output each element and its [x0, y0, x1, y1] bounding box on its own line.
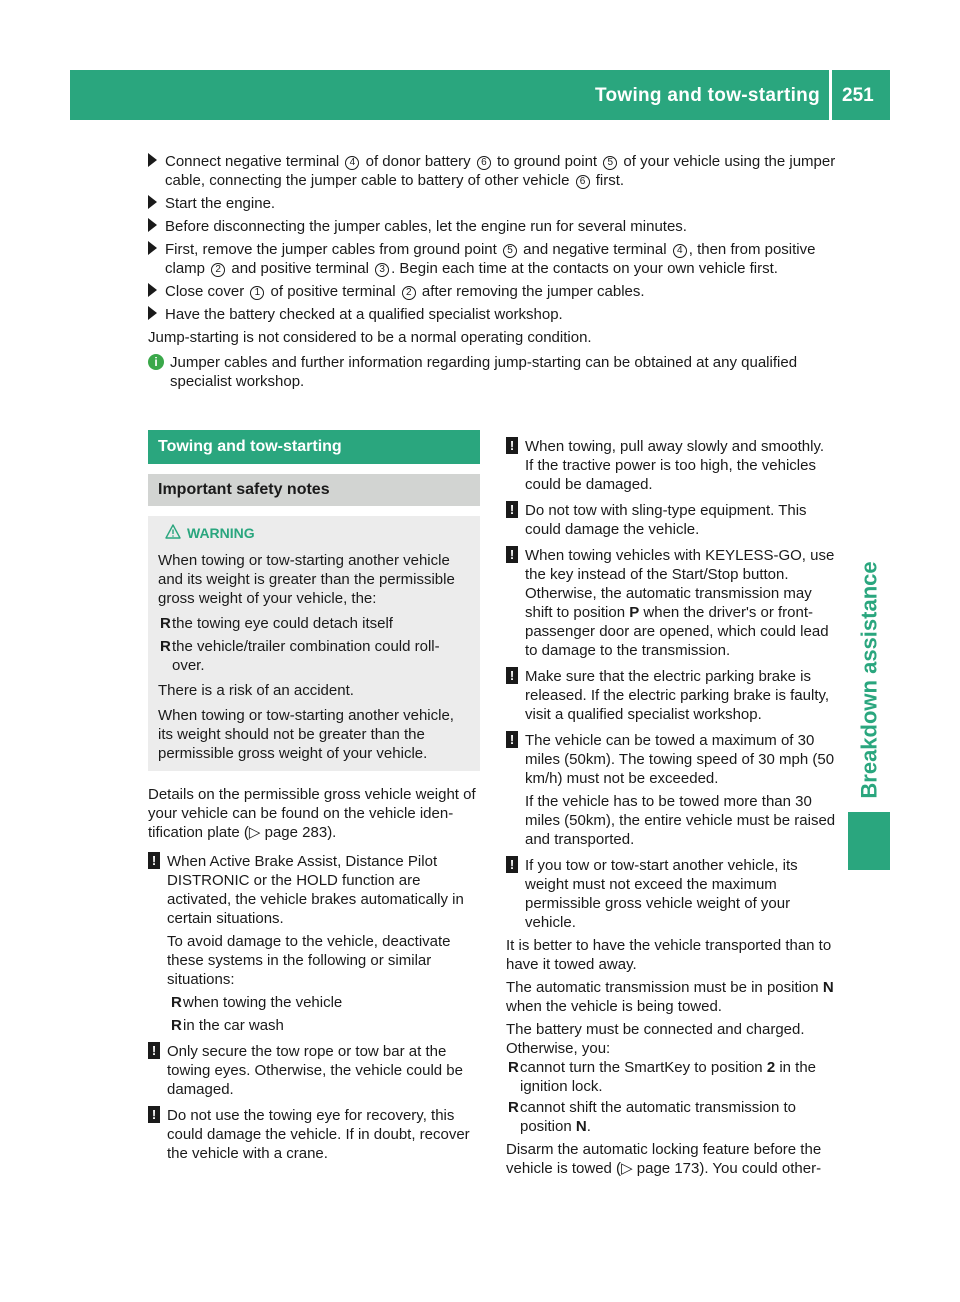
step-text: Have the battery checked at a qualified specialist workshop. [165, 306, 563, 323]
step-item [148, 152, 838, 190]
warning-bullet: R the towing eye could detach itself [160, 615, 393, 632]
callout-number: 4 [673, 244, 687, 258]
step-text: and negative terminal [518, 241, 671, 258]
intro-text: Jump-starting is not considered to be a normal operating condition. [148, 329, 592, 346]
page-header-title: Towing and tow-starting [594, 85, 820, 106]
section-subtitle: Important safety notes [148, 474, 480, 506]
callout-number: 2 [211, 263, 225, 277]
step-item [148, 217, 838, 236]
header-divider [829, 70, 832, 120]
step-text: of donor battery [361, 153, 475, 170]
caution-note [506, 437, 836, 494]
caution-icon: ! [506, 667, 518, 684]
caution-icon: ! [506, 437, 518, 454]
info-note-text: Jumper cables and further information regarding jump-starting can be obtained at any qualified specialist workshop. [170, 354, 798, 390]
step-arrow-icon [148, 153, 157, 167]
warning-advice: When towing or tow-starting another vehicle, its weight should not be greater than the permissible gross weight of your vehicle. [158, 707, 454, 762]
battery-bullet: R cannot turn the SmartKey to position 2 in the ignition lock. [508, 1059, 817, 1095]
warning-intro: When towing or tow-starting another vehicle and its weight is greater than the permissible gross weight of your vehicle, the: [158, 552, 455, 607]
callout-number: 5 [503, 244, 517, 258]
side-tab-label: Breakdown assistance [856, 561, 882, 799]
step-text: to ground point [492, 153, 602, 170]
warning-triangle-icon [165, 524, 181, 539]
warning-risk: There is a risk of an accident. [158, 682, 354, 699]
step-arrow-icon [148, 306, 157, 320]
warning-bullet-text: the vehicle/trailer combination could roll-over. [172, 638, 440, 674]
caution-text: Do not tow with sling-type equipment. This could damage the vehicle. [525, 502, 807, 538]
caution-text: If you tow or tow-start another vehicle, its weight must not exceed the maximum permissible gross vehicle weight of your vehicle. [525, 857, 798, 931]
callout-number: 1 [250, 286, 264, 300]
caution-text: Do not use the towing eye for recovery, this could damage the vehicle. If in doubt, recover the vehicle with a crane. [167, 1107, 470, 1162]
step-text: Connect negative terminal [165, 153, 344, 170]
info-icon: i [148, 354, 164, 370]
caution-text: When towing, pull away slowly and smoothly. If the tractive power is too high, the vehicles could be damaged. [525, 438, 825, 493]
callout-number: 2 [402, 286, 416, 300]
caution-icon: ! [506, 731, 518, 748]
details-text: Details on the permissible gross vehicle weight of your vehicle can be found on the vehicle identification plate (▷ page 283). [148, 786, 476, 841]
caution-note [506, 501, 836, 539]
step-item [148, 194, 838, 213]
step-text: first. [591, 172, 625, 189]
caution-note [506, 731, 836, 849]
step-list [148, 152, 838, 324]
info-note [148, 353, 838, 391]
caution-text: To avoid damage to the vehicle, deactivate these systems in the following or similar situations: [167, 933, 451, 988]
step-text: Start the engine. [165, 195, 276, 212]
battery-text: The battery must be connected and charged. Otherwise, you: [506, 1021, 805, 1057]
step-text: and positive terminal [227, 260, 374, 277]
side-tab [845, 561, 893, 799]
warning-heading [158, 524, 472, 543]
caution-icon: ! [148, 1106, 160, 1123]
step-text: after removing the jumper cables. [417, 283, 645, 300]
callout-number: 4 [345, 156, 359, 170]
page-ref-arrow-icon: ▷ [621, 1160, 633, 1177]
step-item [148, 240, 838, 278]
step-text: of positive terminal [266, 283, 400, 300]
warning-bullet-text: the towing eye could detach itself [172, 615, 393, 632]
warning-bullet: R the vehicle/trailer combination could roll-over. [160, 638, 440, 674]
callout-number: 5 [603, 156, 617, 170]
section-title: Towing and tow-starting [148, 430, 480, 464]
caution-bullet: R when towing the vehicle [171, 994, 343, 1011]
caution-text: The vehicle can be towed a maximum of 30 miles (50km). The towing speed of 30 mph (50 km/h) must not be exceeded. [525, 732, 835, 787]
locking-text: Disarm the automatic locking feature before the vehicle is towed (▷ page 173). You could other- [506, 1141, 822, 1177]
caution-note [148, 852, 480, 1035]
warning-heading-text: WARNING [187, 525, 255, 541]
left-column [148, 430, 480, 1167]
warning-box [148, 516, 480, 771]
step-text: , then from positive clamp [165, 241, 816, 277]
caution-icon: ! [148, 1042, 160, 1059]
step-arrow-icon [148, 241, 157, 255]
step-text: Before disconnecting the jumper cables, let the engine run for several minutes. [165, 218, 687, 235]
callout-number: 6 [576, 175, 590, 189]
caution-icon: ! [506, 546, 518, 563]
step-arrow-icon [148, 195, 157, 209]
step-text: Close cover [165, 283, 249, 300]
side-tab-marker [848, 812, 890, 870]
step-text: First, remove the jumper cables from ground point [165, 241, 501, 258]
transmission-text: The automatic transmission must be in position N when the vehicle is being towed. [506, 979, 834, 1015]
caution-bullet-text: when towing the vehicle [183, 994, 343, 1011]
caution-note [506, 856, 836, 932]
caution-text: When towing vehicles with KEYLESS-GO, use the key instead of the Start/Stop button. Otherwise, the automatic transmission may shift to position P when the driver's or front-passenger door are opened, which could lead to damage to the transmission. [525, 547, 835, 659]
caution-icon: ! [148, 852, 160, 869]
callout-number: 3 [375, 263, 389, 277]
caution-text: Only secure the tow rope or tow bar at the towing eyes. Otherwise, the vehicle could be damaged. [167, 1043, 463, 1098]
step-arrow-icon [148, 283, 157, 297]
step-item [148, 305, 838, 324]
page-ref-link[interactable]: page 283 [264, 824, 328, 841]
transport-text: It is better to have the vehicle transported than to have it towed away. [506, 937, 832, 973]
step-item [148, 282, 838, 301]
caution-bullet-text: in the car wash [183, 1017, 284, 1034]
caution-note [148, 1106, 480, 1163]
page-number: 251 [842, 85, 874, 106]
caution-note [506, 546, 836, 660]
page-ref-arrow-icon: ▷ [248, 824, 261, 841]
right-column [506, 437, 836, 1178]
step-text: of your vehicle using the jumper cable, connecting the jumper cable to battery of other vehicle [165, 153, 836, 189]
battery-bullet: R cannot shift the automatic transmission to position N. [508, 1099, 796, 1135]
caution-icon: ! [506, 856, 518, 873]
caution-icon: ! [506, 501, 518, 518]
caution-text: If the vehicle has to be towed more than 30 miles (50km), the entire vehicle must be raised and transported. [525, 793, 836, 848]
caution-text: Make sure that the electric parking brake is released. If the electric parking brake is faulty, visit a qualified specialist workshop. [525, 668, 830, 723]
caution-note [506, 667, 836, 724]
jump-start-steps [148, 152, 838, 391]
page-ref-link[interactable]: page 173 [636, 1160, 700, 1177]
step-text: . Begin each time at the contacts on your own vehicle first. [391, 260, 778, 277]
step-arrow-icon [148, 218, 157, 232]
caution-bullet: R in the car wash [171, 1017, 284, 1034]
caution-note [148, 1042, 480, 1099]
caution-text: When Active Brake Assist, Distance Pilot DISTRONIC or the HOLD function are activated, the vehicle brakes automatically in certain situations. [167, 853, 464, 927]
callout-number: 6 [477, 156, 491, 170]
